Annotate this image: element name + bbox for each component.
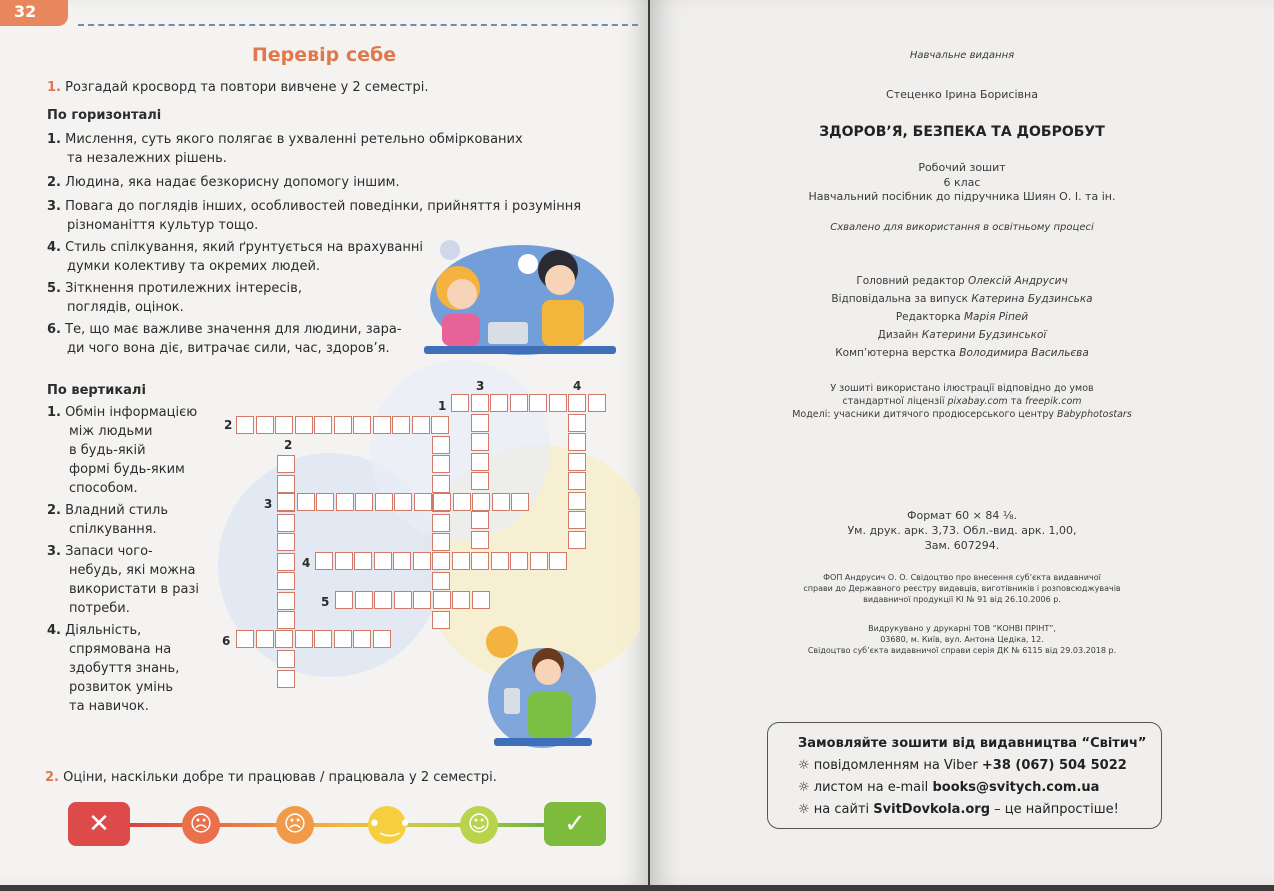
crossword-number: 4 [573, 379, 582, 393]
crossword-cell[interactable] [277, 592, 295, 610]
crossword-cell[interactable] [315, 552, 333, 570]
site-line: ☼ на сайті SvitDovkola.org – це найпростіше! [798, 802, 1119, 817]
clue-v4-line4: розвиток умінь [69, 680, 174, 695]
crossword-cell[interactable] [413, 591, 431, 609]
crossword-cell[interactable] [549, 394, 567, 412]
crossword-cell[interactable] [432, 572, 450, 590]
crossword-cell[interactable] [568, 433, 586, 451]
crossword-cell[interactable] [353, 416, 371, 434]
neutral-face-icon[interactable]: •‿• [368, 806, 406, 844]
crossword-number: 6 [222, 634, 231, 648]
crossword-cell[interactable] [510, 552, 528, 570]
credit-line: Головний редактор Олексій Андрусич [856, 275, 1068, 287]
crossword-cell[interactable] [568, 511, 586, 529]
crossword-cell[interactable] [354, 552, 372, 570]
crossword-cell[interactable] [431, 416, 449, 434]
crossword-cell[interactable] [394, 591, 412, 609]
crossword-cell[interactable] [275, 630, 293, 648]
clue-v3-line4: потреби. [69, 601, 130, 616]
credits [650, 272, 1274, 362]
crossword-cell[interactable] [490, 394, 508, 412]
clue-h3-cont: різноманіття культур тощо. [67, 218, 259, 233]
book-title: ЗДОРОВ’Я, БЕЗПЕКА ТА ДОБРОБУТ [819, 124, 1105, 140]
clue-h5: 5. Зіткнення протилежних інтересів, [47, 281, 302, 296]
license-line: Моделі: учасники дитячого продюсерського центру Babyphotostars [792, 409, 1132, 420]
crossword-cell[interactable] [256, 416, 274, 434]
crossword-number: 5 [321, 595, 330, 609]
crossword-number: 1 [438, 399, 447, 413]
crossword-cell[interactable] [277, 493, 295, 511]
crossword-cell[interactable] [471, 414, 489, 432]
clue-v1-line4: формі будь-яким [69, 462, 185, 477]
crossword-cell[interactable] [392, 416, 410, 434]
crossword-cell[interactable] [452, 591, 470, 609]
crossword-cell[interactable] [432, 611, 450, 629]
smile-face-icon[interactable]: ☺ [460, 806, 498, 844]
crossword-cell[interactable] [277, 455, 295, 473]
crossword-cell[interactable] [510, 394, 528, 412]
credit-line: Відповідальна за випуск Катерина Будзинська [831, 293, 1093, 305]
clue-h5-cont: поглядів, оцінок. [67, 300, 184, 315]
crossword-cell[interactable] [432, 514, 450, 532]
crossword-cell[interactable] [373, 630, 391, 648]
clue-v1: 1. Обмін інформацією [47, 405, 198, 420]
publisher-line: справи до Державного реєстру видавців, виготівників і розповсюджувачів [803, 584, 1121, 593]
print-specs [650, 508, 1274, 553]
crossword-cell[interactable] [588, 394, 606, 412]
vertical-heading: По вертикалі [47, 383, 146, 398]
crossword-cell[interactable] [568, 492, 586, 510]
crossword-cell[interactable] [451, 394, 469, 412]
crossword-cell[interactable] [432, 436, 450, 454]
printer-line: Видрукувано у друкарні ТОВ “КОНВІ ПРІНТ”, [868, 624, 1056, 633]
site-link[interactable]: SvitDovkola.org [873, 802, 991, 817]
clue-v4-line5: та навичок. [69, 699, 149, 714]
clue-v2-line2: спілкування. [69, 522, 157, 537]
crossword-cell[interactable] [355, 493, 373, 511]
clue-v1-line5: способом. [69, 481, 138, 496]
crossword-cell[interactable] [453, 493, 471, 511]
crossword-cell[interactable] [336, 493, 354, 511]
crossword-number: 2 [224, 418, 233, 432]
sad-face-icon[interactable]: ☹ [182, 806, 220, 844]
self-assessment-scale [60, 798, 620, 854]
crossword-cell[interactable] [334, 416, 352, 434]
crossword-cell[interactable] [375, 493, 393, 511]
crossword-cell[interactable] [277, 650, 295, 668]
manual-note: Навчальний посібник до підручника Шиян О. І. та ін. [808, 190, 1116, 203]
crossword-cell[interactable] [529, 394, 547, 412]
crossword-number: 3 [264, 497, 273, 511]
clue-h4: 4. Стиль спілкування, який ґрунтується на врахуванні [47, 240, 423, 255]
crossword-cell[interactable] [432, 475, 450, 493]
clue-h3: 3. Повага до поглядів інших, особливостей поведінки, прийняття і розуміння [47, 199, 582, 214]
crossword-cell[interactable] [277, 514, 295, 532]
crossword-cell[interactable] [549, 552, 567, 570]
crossword-number: 4 [302, 556, 311, 570]
crossword-cell[interactable] [471, 511, 489, 529]
crossword-cell[interactable] [413, 552, 431, 570]
order-box-title: Замовляйте зошити від видавництва “Світич” [798, 736, 1147, 751]
clue-v4-line3: здобуття знань, [69, 661, 180, 676]
crossword-cell[interactable] [452, 552, 470, 570]
task-2-text: Оціни, наскільки добре ти працював / працювала у 2 семестрі. [63, 770, 497, 785]
kid-lightbulb-illustration [482, 620, 602, 755]
horizontal-heading: По горизонталі [47, 108, 162, 123]
clue-h1-cont: та незалежних рішень. [67, 151, 227, 166]
crossword-number: 2 [284, 438, 293, 452]
crossword-cell[interactable] [256, 630, 274, 648]
crossword-cell[interactable] [316, 493, 334, 511]
crossword-cell[interactable] [568, 394, 586, 412]
crossword-cell[interactable] [394, 493, 412, 511]
crossword-cell[interactable] [277, 670, 295, 688]
crossword-cell[interactable] [568, 453, 586, 471]
crossword-cell[interactable] [277, 611, 295, 629]
crossword-number: 3 [476, 379, 485, 393]
crossword-cell[interactable] [530, 552, 548, 570]
crossword-cell[interactable] [277, 533, 295, 551]
workbook-label: Робочий зошит [918, 161, 1006, 174]
crossword-cell[interactable] [492, 493, 510, 511]
clue-v1-line3: в будь-якій [69, 443, 146, 458]
clue-v1-line2: між людьми [69, 424, 153, 439]
crossword-cell[interactable] [374, 552, 392, 570]
edition-type: Навчальне видання [909, 50, 1015, 61]
crossword-cell[interactable] [373, 416, 391, 434]
publisher-line: ФОП Андрусич О. О. Свідоцтво про внесення суб’єкта видавничої [823, 573, 1101, 582]
task-2 [45, 768, 497, 787]
grade: 6 клас [943, 176, 981, 189]
page-title: Перевір себе [251, 44, 397, 66]
credit-line: Редакторка Марія Ріпей [895, 311, 1029, 323]
crossword-cell[interactable] [568, 414, 586, 432]
license-line: У зошиті використано ілюстрації відповідно до умов [830, 383, 1094, 394]
crossword-cell[interactable] [472, 493, 490, 511]
email-line: ☼ листом на e-mail books@svitych.com.ua [798, 780, 1100, 795]
crossword-cell[interactable] [414, 493, 432, 511]
clue-h6: 6. Те, що має важливе значення для людини, зара- [47, 322, 402, 337]
crossword-cell[interactable] [393, 552, 411, 570]
email-link[interactable]: books@svitych.com.ua [932, 780, 1100, 795]
crossword-cell[interactable] [568, 472, 586, 490]
check-icon[interactable]: ✓ [544, 802, 606, 846]
task-2-number: 2. [45, 770, 59, 785]
viber-number[interactable]: +38 (067) 504 5022 [981, 758, 1127, 773]
clue-v3-line3: використати в разі [69, 582, 199, 597]
crossword-cell[interactable] [236, 630, 254, 648]
crossword-cell[interactable] [432, 455, 450, 473]
author: Стеценко Ірина Борисівна [886, 88, 1038, 101]
crossword-cell[interactable] [355, 591, 373, 609]
order-info-box [767, 722, 1162, 829]
crossword-cell[interactable] [471, 472, 489, 490]
right-page [650, 0, 1274, 885]
crossword-cell[interactable] [353, 630, 371, 648]
crossword-cell[interactable] [295, 630, 313, 648]
clue-v4: 4. Діяльність, [47, 623, 142, 638]
crossword-cell[interactable] [277, 475, 295, 493]
crossword-cell[interactable] [433, 493, 451, 511]
clue-v4-line2: спрямована на [69, 642, 172, 657]
crossword-cell[interactable] [433, 591, 451, 609]
clue-h1: 1. Мислення, суть якого полягає в ухваленні ретельно обміркованих [47, 132, 523, 147]
crossword-cell[interactable] [334, 630, 352, 648]
credit-line: Комп’ютерна верстка Володимира Васильєва [835, 347, 1089, 359]
clue-h6-cont: ди чого вона діє, витрачає сили, час, здоров’я. [67, 341, 390, 356]
clue-v2: 2. Владний стиль [47, 503, 168, 518]
clue-v3-line2: небудь, які можна [69, 563, 196, 578]
approval: Схвалено для використання в освітньому процесі [830, 222, 1094, 233]
page-number: 32 [0, 0, 68, 26]
crossword-cell[interactable] [314, 416, 332, 434]
print-sheets: Ум. друк. арк. 3,73. Обл.-вид. арк. 1,00, [847, 524, 1077, 537]
clue-v3: 3. Запаси чого- [47, 544, 153, 559]
crossword-cell[interactable] [412, 416, 430, 434]
crossword-cell[interactable] [471, 433, 489, 451]
crossword-cell[interactable] [511, 493, 529, 511]
crossword-cell[interactable] [472, 591, 490, 609]
crossword-cell[interactable] [314, 630, 332, 648]
clue-h2: 2. Людина, яка надає безкорисну допомогу іншим. [47, 175, 400, 190]
cross-icon[interactable]: ✕ [68, 802, 130, 846]
crossword-cell[interactable] [471, 394, 489, 412]
clue-h4-cont: думки колективу та окремих людей. [67, 259, 321, 274]
viber-line: ☼ повідомленням на Viber +38 (067) 504 5022 [798, 758, 1127, 773]
printer-line: Свідоцтво суб’єкта видавничої справи серія ДК № 6115 від 29.03.2018 р. [807, 646, 1117, 655]
credit-line: Дизайн Катерини Будзинської [877, 329, 1047, 341]
crossword-cell[interactable] [432, 552, 450, 570]
crossword-cell[interactable] [471, 531, 489, 549]
license-note [650, 382, 1274, 421]
printer-info [650, 623, 1274, 656]
order-number: Зам. 607294. [924, 539, 1000, 552]
format: Формат 60 × 84 ⅛. [907, 509, 1017, 522]
license-line: стандартної ліцензії pixabay.com та freepik.com [842, 396, 1082, 407]
crossword-cell[interactable] [275, 416, 293, 434]
crossword-cell[interactable] [568, 531, 586, 549]
publisher-line: видавничої продукції КІ № 91 від 26.10.2006 р. [863, 595, 1061, 604]
crossword-cell[interactable] [236, 416, 254, 434]
task-1-number: 1. [47, 80, 61, 95]
crossword-cell[interactable] [491, 552, 509, 570]
crossword-cell[interactable] [374, 591, 392, 609]
frown-face-icon[interactable]: ☹ [276, 806, 314, 844]
crossword-cell[interactable] [297, 493, 315, 511]
crossword-cell[interactable] [471, 552, 489, 570]
crossword-cell[interactable] [432, 533, 450, 551]
printer-line: 03680, м. Київ, вул. Антона Цедіка, 12. [880, 635, 1044, 644]
crossword-cell[interactable] [277, 553, 295, 571]
crossword-cell[interactable] [277, 572, 295, 590]
publisher-info [650, 572, 1274, 605]
task-1-text: Розгадай кросворд та повтори вивчене у 2 семестрі. [65, 80, 429, 95]
crossword-cell[interactable] [335, 591, 353, 609]
crossword-cell[interactable] [335, 552, 353, 570]
crossword-cell[interactable] [471, 453, 489, 471]
crossword-cell[interactable] [295, 416, 313, 434]
